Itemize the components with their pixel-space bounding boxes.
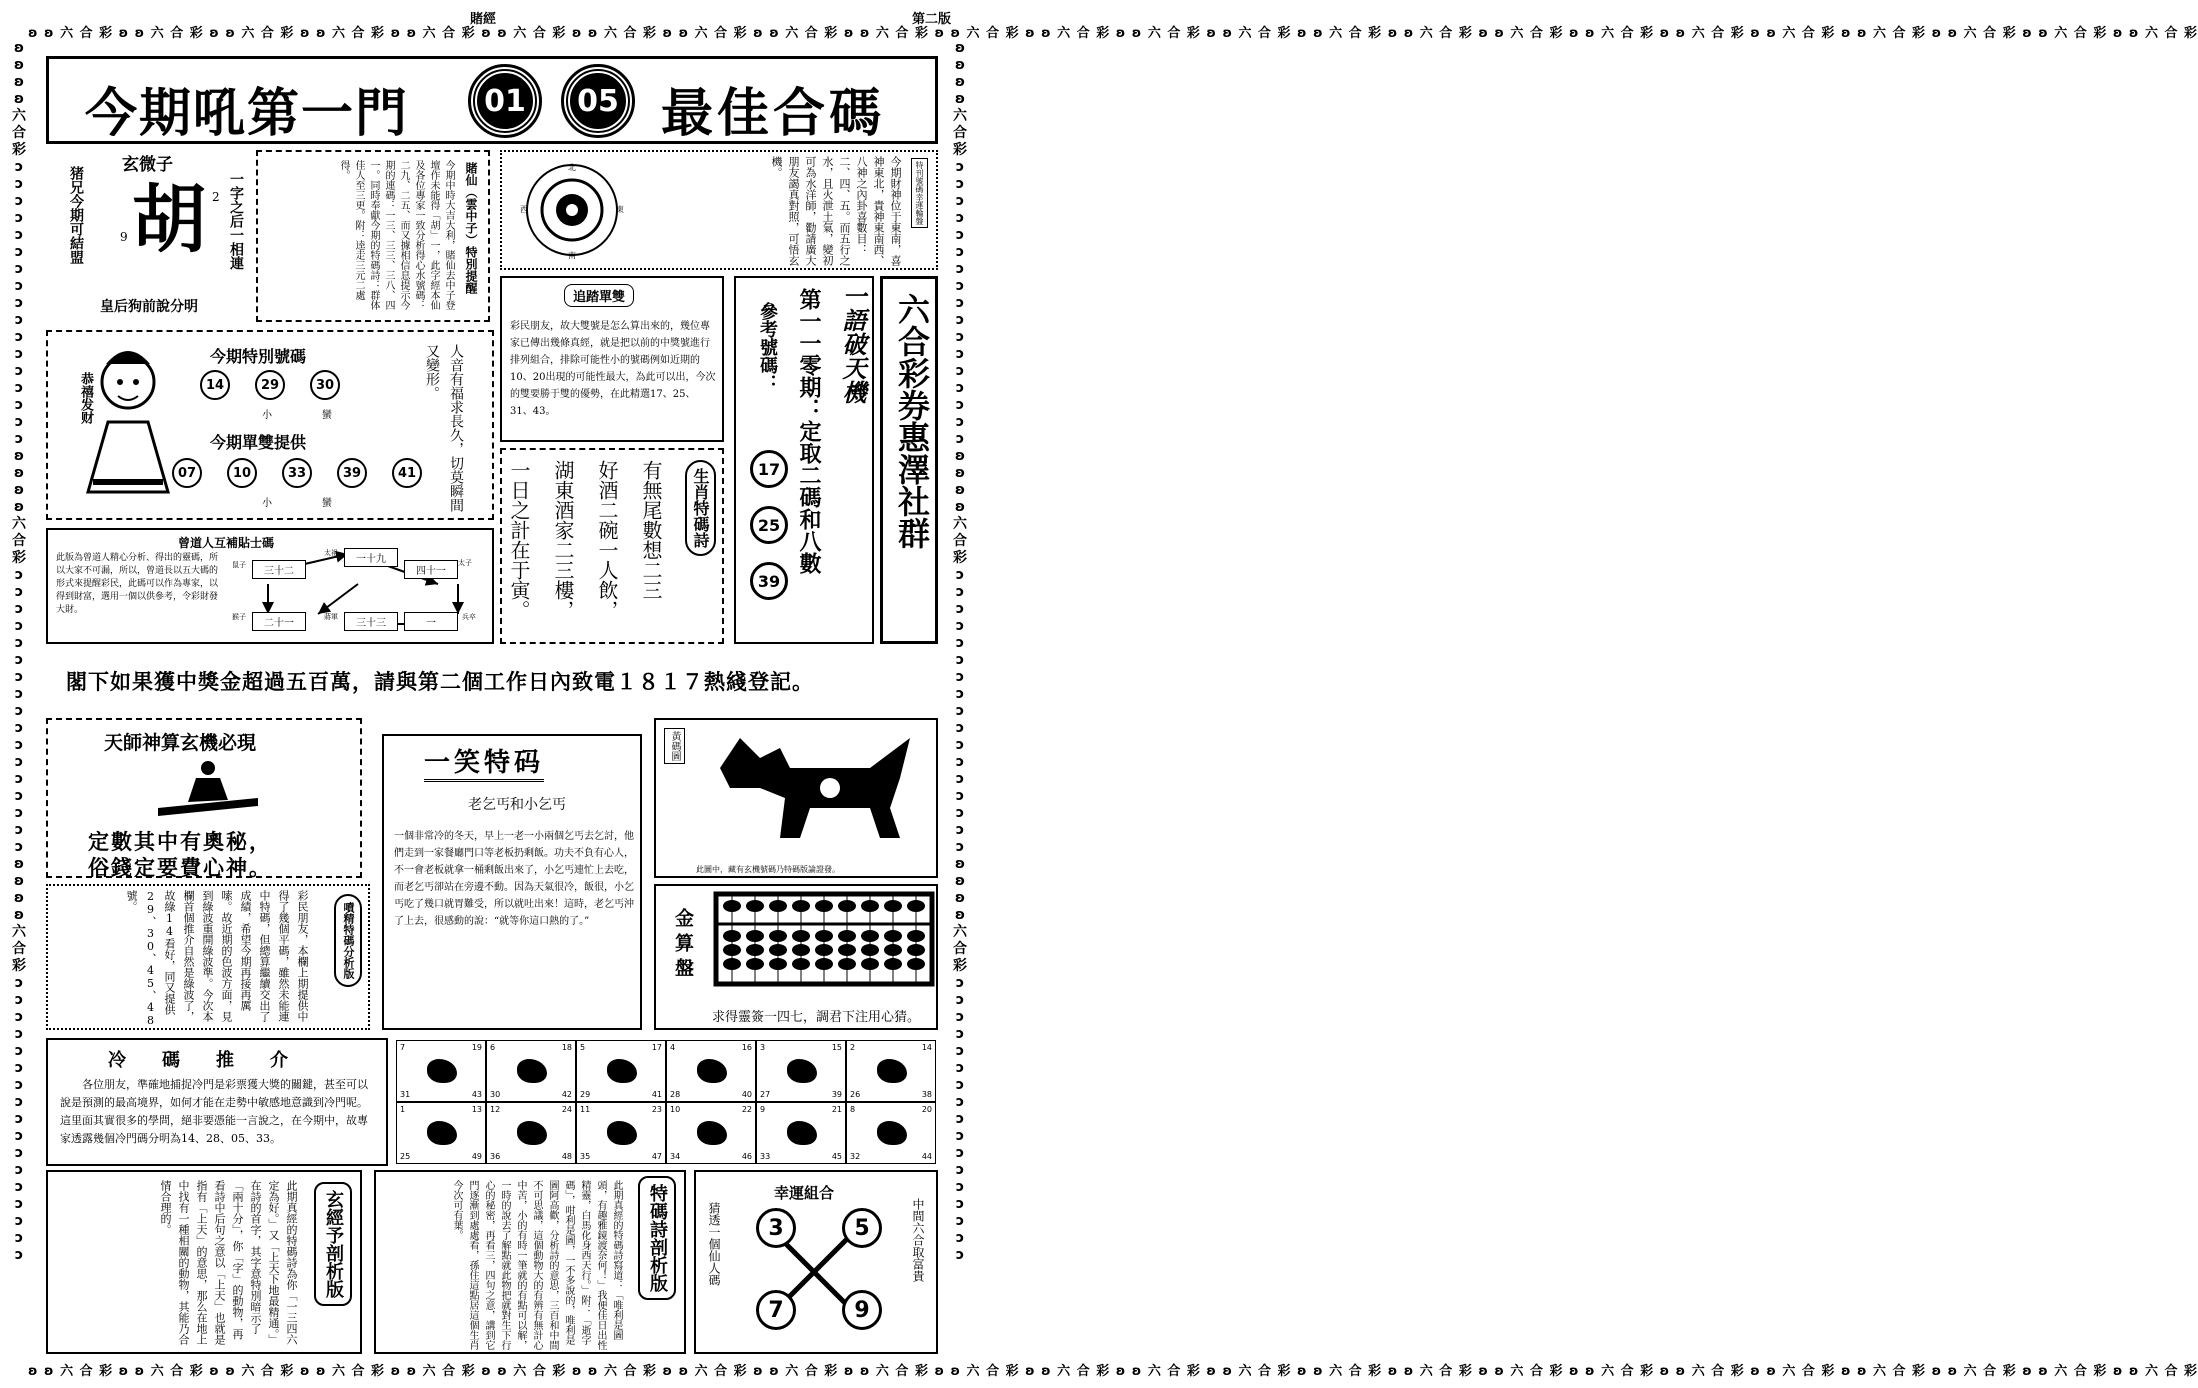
abacus-bead — [792, 944, 810, 956]
special-poem: 人音有福求長久，切莫瞬間又變形。 — [424, 344, 464, 512]
banner-right-text: 最佳合碼 — [661, 83, 886, 144]
zodiac-cell — [396, 1102, 486, 1164]
abacus-bead — [884, 958, 902, 970]
help-node-label: 鼠子 — [232, 561, 246, 569]
abacus-bead — [815, 930, 833, 942]
special-label-2: 小 蠻 — [262, 498, 332, 509]
svg-text:東: 東 — [616, 205, 624, 214]
help-title: 曾道人互補貼士碼 — [178, 536, 275, 550]
abacus-caption: 求得靈簽一四七，調君下注用心猜。 — [712, 1010, 921, 1025]
zodiac-num: 19 — [471, 1043, 482, 1052]
edition-label: 第二版 — [912, 12, 952, 27]
zodiac-num: 18 — [561, 1043, 572, 1052]
zodiac-num: 2 — [850, 1043, 856, 1052]
zodiac-cell — [756, 1040, 846, 1102]
mystic-body: 今期財神位于東南，喜神東北，貴神東南西、八神之內卦喜數目：二、四、五。而五行之水，且火泄土氣，變初可為水洋師，勸請廣大朋友謁真對照，可悟玄機。 — [770, 156, 902, 266]
zodiac-num: 6 — [490, 1043, 496, 1052]
notice-text: 閣下如果獲中獎金超過五百萬，請與第二個工作日內致電１８１７熱綫登記。 — [66, 670, 814, 694]
xuanweizi-num-top: 2 — [212, 190, 220, 204]
abacus-bead — [815, 958, 833, 970]
zodiac-cell — [666, 1102, 756, 1164]
dushen-title: 賭仙（雲中子）特別提醒 — [464, 162, 478, 294]
help-node-label: 猴子 — [232, 613, 246, 621]
special-ball: 14 — [200, 370, 230, 400]
analysis-body: 彩民朋友，本欄上期提供中得了幾個平碼，雖然未能連中特碼，但總算繼續交出了成績，希望今期再接再厲嗦。故近期的色波方面，見到綠波重開綠波準。今次本欄首個推介自然是綠波了，故綠14看好，同又提供29、30、45、48號。 — [125, 890, 309, 1027]
poem-line: 好酒二碗一人飲， — [595, 460, 619, 620]
zodiac-num: 15 — [831, 1043, 842, 1052]
zodiac-num: 13 — [471, 1105, 482, 1114]
yiyu-slogan: 一語破天機 — [838, 284, 867, 404]
help-body: 此版為曾道人精心分析、得出的靈碼，所以大家不可漏，所以，曾道長以五大碼的形式來提醒彩民，此碼可以作為專家，以得到財富，選用一個以供參考，令彩財發大財。 — [56, 553, 219, 615]
abacus-bead — [861, 900, 879, 912]
banner-left-text: 今期吼第一門 — [85, 83, 410, 144]
abacus-figure — [714, 892, 934, 992]
zodiac-cell — [396, 1040, 486, 1102]
zodiac-cell — [756, 1102, 846, 1164]
svg-text:西: 西 — [520, 205, 528, 214]
special-ball: 30 — [310, 370, 340, 400]
abacus-bead — [746, 958, 764, 970]
zodiac-num: 38 — [921, 1090, 932, 1099]
zodiac-cell — [666, 1040, 756, 1102]
single-double-ball: 33 — [282, 458, 312, 488]
zodiac-num: 36 — [490, 1152, 501, 1161]
lucky-ball: 3 — [756, 1208, 796, 1248]
abacus-bead — [907, 958, 925, 970]
danshuang-body: 彩民朋友，故大雙號是怎么算出來的，幾位專家已傳出幾條真經，就是把以前的中獎號進行排列組合，排除可能性小的號碼例如近期的10、20出現的可能性最大，為此可以出，今次的雙要勝于雙的優勢，在此精選17、25、31、43。 — [510, 321, 716, 417]
zodiac-animal-icon — [697, 1059, 727, 1083]
zodiac-num: 3 — [760, 1043, 766, 1052]
left-border-strip: ʚ ʚ ʚ ʚ 六 合 彩 ɔ ɔ ɔ ɔ ɔ ɔ ɔ ɔ ɔ ɔ ɔ ɔ ɔ ɔ ɔ ɔ ɔ ʚ ʚ ʚ ʚ 六 合 彩 ɔ ɔ ɔ ɔ ɔ ɔ ɔ ɔ ɔ ɔ ɔ ɔ ɔ ɔ ɔ ɔ ɔ ʚ ʚ ʚ ʚ 六 合 彩 ɔ ɔ ɔ ɔ ɔ ɔ ɔ ɔ ɔ ɔ ɔ ɔ ɔ ɔ ɔ ɔ ɔ — [12, 40, 26, 1263]
tianshi-line2: 俗錢定要費心神。 — [88, 855, 272, 880]
zodiac-num: 40 — [741, 1090, 752, 1099]
abacus-bead — [769, 944, 787, 956]
dushen-body: 今期中時大吉大利，賭仙去中子登壇作未能得「胡」一，此字經本仙及各位專家一致分析得心水號碼：二九、二五、而又據相信息提示今期的連碼：一三、三三、三八、四一。同時奉獻今期的特碼詩：群体佳人至三更。附：逵走三元二處得。 — [338, 160, 454, 310]
zodiac-num: 22 — [741, 1105, 752, 1114]
zodiac-num: 48 — [561, 1152, 572, 1161]
abacus-bead — [838, 958, 856, 970]
zodiac-num: 21 — [831, 1105, 842, 1114]
abacus-bead — [792, 930, 810, 942]
abacus-bead — [907, 944, 925, 956]
zodiac-cell — [576, 1102, 666, 1164]
svg-text:南: 南 — [568, 251, 576, 260]
yiyu-ref: 參考號碼： — [757, 302, 778, 392]
main-banner — [46, 56, 938, 144]
top-border-strip: ʚ ʚ 六 合 彩 ʚ ʚ 六 合 彩 ʚ ʚ 六 合 彩 ʚ ʚ 六 合 彩 ʚ ʚ 六 合 彩 ʚ ʚ 六 合 彩 ʚ ʚ 六 合 彩 ʚ ʚ 六 合 彩 ʚ ʚ 六 合 彩 ʚ ʚ 六 合 彩 ʚ ʚ 六 合 彩 ʚ ʚ 六 合 彩 ʚ ʚ 六 合 彩 ʚ ʚ 六 合 彩 ʚ ʚ 六 合 彩 ʚ ʚ 六 合 彩 ʚ ʚ 六 合 彩 ʚ ʚ 六 合 彩 ʚ ʚ 六 合 彩 ʚ ʚ 六 合 彩 ʚ ʚ 六 合 彩 ʚ ʚ 六 合 彩 ʚ ʚ 六 合 彩 ʚ ʚ 六 合 彩 — [28, 26, 2198, 41]
lucky-ball: 9 — [842, 1290, 882, 1330]
xuanweizi-bottom: 皇后狗前說分明 — [100, 299, 198, 315]
yiyu-ball: 39 — [750, 562, 788, 600]
club-name: 六合彩券惠澤社群 — [893, 293, 931, 549]
abacus-bead — [907, 900, 925, 912]
zodiac-num: 43 — [471, 1090, 482, 1099]
zodiac-num: 27 — [760, 1090, 771, 1099]
banner-number-1: 01 — [471, 67, 539, 135]
zodiac-num: 9 — [760, 1105, 766, 1114]
zodiac-num: 5 — [580, 1043, 586, 1052]
mystic-title: 特刊號碼幸運輪盤 — [911, 158, 928, 228]
zodiac-animal-icon — [877, 1059, 907, 1083]
abacus-bead — [838, 900, 856, 912]
header-title: 賭經 — [470, 12, 497, 27]
zodiac-num: 12 — [490, 1105, 501, 1114]
xuanweizi-big-char: 胡 — [132, 177, 206, 263]
abacus-bead — [746, 900, 764, 912]
abacus-bead — [769, 930, 787, 942]
abacus-panel — [654, 884, 938, 1030]
zodiac-cell — [846, 1102, 936, 1164]
zodiac-num: 10 — [670, 1105, 681, 1114]
zodiac-animal-icon — [517, 1059, 547, 1083]
single-double-ball: 39 — [337, 458, 367, 488]
zodiac-num: 33 — [760, 1152, 771, 1161]
abacus-bead — [723, 900, 741, 912]
xuanjing-panel — [46, 1170, 362, 1354]
zodiac-animal-icon — [427, 1121, 457, 1145]
cold-body: 各位朋友，準確地捕捉冷門是彩票獲大獎的關鍵，甚至可以說是預測的最高境界，如何才能在走勢中敏感地意識到冷門呢。這里面其實很多的學問，絕非要憑能一言說之，在今期中，故專家透露幾個冷門碼分明為14、28、05、33。 — [60, 1078, 368, 1145]
zodiac-num: 42 — [561, 1090, 572, 1099]
zodiac-num: 4 — [670, 1043, 676, 1052]
zodiac-cell — [486, 1040, 576, 1102]
xuanweizi-title: 玄微子 — [122, 155, 173, 175]
yixiao-body: 一個非常冷的冬天，早上一老一小兩個乞丐去乞討，他們走到一家餐廳門口等老板扔剩飯。功夫不負有心人，不一會老板就拿一桶剩飯出來了，小乞丐連忙上去吃，而老乞丐卻站在旁邊不動。因為天氣很冷，飯很，小乞丐吃了幾口就胃難受，所以就吐出來！這時，老乞丐沖了上去，很感動的說：“就等你這口熱的了。” — [394, 831, 634, 927]
zodiac-num: 7 — [400, 1043, 406, 1052]
poem-line: 一日之計在于寅。 — [507, 460, 531, 620]
abacus-bead — [884, 944, 902, 956]
special-label-1: 小 蠻 — [262, 410, 332, 421]
help-node: 四十一 — [404, 560, 458, 579]
zodiac-animal-icon — [877, 1121, 907, 1145]
zodiac-num: 39 — [831, 1090, 842, 1099]
abacus-bead — [769, 958, 787, 970]
dushen-panel — [256, 150, 490, 322]
help-node: 一十九 — [344, 548, 398, 567]
yiyu-panel — [734, 276, 874, 644]
xuanweizi-num-left: 9 — [120, 230, 128, 244]
help-panel — [46, 528, 494, 644]
abacus-title: 金算盤 — [672, 908, 694, 983]
zodiac-cell — [486, 1102, 576, 1164]
compass-diagram — [512, 160, 632, 260]
abacus-bead — [723, 958, 741, 970]
xuanjing-body: 此期真經的特碼詩為你「一三四六定為好。」又「上天下地最精通。」在詩的首字，其字意特別暗示了「兩十分」，你「字」的動物，再看詩中后句之意以「上天」也就是指有「上天」的意思，那么在地上中找有一種相關的動物，其能乃合情合理的。 — [159, 1180, 298, 1345]
poem-badge: 生肖特碼詩 — [685, 460, 716, 556]
abacus-bead — [884, 900, 902, 912]
zodiac-num: 46 — [741, 1152, 752, 1161]
abacus-bead — [861, 930, 879, 942]
horse-caption: 此圖中，藏有玄機號碼乃特碼版論證發。 — [696, 865, 840, 874]
compass-panel — [500, 150, 938, 270]
bottom-border-strip: ʚ ʚ 六 合 彩 ʚ ʚ 六 合 彩 ʚ ʚ 六 合 彩 ʚ ʚ 六 合 彩 ʚ ʚ 六 合 彩 ʚ ʚ 六 合 彩 ʚ ʚ 六 合 彩 ʚ ʚ 六 合 彩 ʚ ʚ 六 合 彩 ʚ ʚ 六 合 彩 ʚ ʚ 六 合 彩 ʚ ʚ 六 合 彩 ʚ ʚ 六 合 彩 ʚ ʚ 六 合 彩 ʚ ʚ 六 合 彩 ʚ ʚ 六 合 彩 ʚ ʚ 六 合 彩 ʚ ʚ 六 合 彩 ʚ ʚ 六 合 彩 ʚ ʚ 六 合 彩 ʚ ʚ 六 合 彩 ʚ ʚ 六 合 彩 ʚ ʚ 六 合 彩 ʚ ʚ 六 合 彩 — [28, 1364, 2198, 1379]
xuanweizi-panel — [60, 150, 250, 320]
abacus-bead — [907, 930, 925, 942]
zodiac-num: 16 — [741, 1043, 752, 1052]
zodiac-animal-icon — [607, 1059, 637, 1083]
help-node-label: 太子 — [458, 559, 472, 567]
abacus-bead — [746, 944, 764, 956]
zodiac-animal-icon — [787, 1059, 817, 1083]
yiyu-ball: 25 — [750, 506, 788, 544]
special-title-2: 今期單雙提供 — [210, 433, 307, 452]
zodiac-num: 32 — [850, 1152, 861, 1161]
zodiac-num: 41 — [651, 1090, 662, 1099]
zodiac-num: 14 — [921, 1043, 932, 1052]
abacus-bead — [815, 900, 833, 912]
abacus-bead — [792, 958, 810, 970]
zodiac-num: 30 — [490, 1090, 501, 1099]
tianshi-title: 天師神算玄機必現 — [104, 732, 257, 754]
zodiac-num: 44 — [921, 1152, 932, 1161]
abacus-bead — [723, 930, 741, 942]
zodiac-grid — [396, 1040, 938, 1164]
mascot-text: 恭禧发财 — [78, 372, 93, 424]
xuanweizi-hint-left: 猪兄今期可結盟 — [68, 166, 84, 264]
abacus-bead — [884, 930, 902, 942]
zodiac-num: 23 — [651, 1105, 662, 1114]
lucky-title: 幸運組合 — [774, 1184, 835, 1202]
zodiac-cell — [846, 1040, 936, 1102]
lucky-right: 中間六合取富貴 — [911, 1198, 925, 1282]
abacus-bead — [838, 944, 856, 956]
abacus-bead — [815, 944, 833, 956]
zodiac-animal-icon — [697, 1121, 727, 1145]
horse-label: 黃碼圖 — [664, 728, 685, 764]
abacus-bead — [746, 930, 764, 942]
analysis-badge: 噴精特碼分析版 — [334, 894, 362, 987]
tianshi-figure — [148, 758, 268, 818]
teshi-badge: 特碼詩剖析版 — [638, 1176, 676, 1300]
special-panel — [46, 330, 494, 520]
cold-title: 冷 碼 推 介 — [108, 1050, 288, 1071]
zodiac-animal-icon — [427, 1059, 457, 1083]
zodiac-num: 8 — [850, 1105, 856, 1114]
zodiac-num: 31 — [400, 1090, 411, 1099]
tianshi-line1: 定數其中有奧秘， — [88, 829, 272, 854]
xuanjing-badge: 玄經予剖析版 — [314, 1182, 352, 1306]
help-node: 一 — [404, 612, 458, 631]
poem-panel — [500, 448, 724, 644]
special-title-1: 今期特別號碼 — [210, 347, 307, 366]
poem-line: 有無尾數想二三 — [639, 460, 663, 600]
lucky-left: 猜透一個仙人碼 — [707, 1202, 721, 1286]
lucky-panel — [694, 1170, 938, 1354]
zodiac-num: 17 — [651, 1043, 662, 1052]
zodiac-num: 29 — [580, 1090, 591, 1099]
help-node-label: 太祖 — [324, 549, 338, 557]
zodiac-num: 45 — [831, 1152, 842, 1161]
help-node-label: 蔣軍 — [324, 613, 338, 621]
teshi-panel — [374, 1170, 686, 1354]
help-node: 二十一 — [252, 612, 306, 631]
banner-number-2: 05 — [564, 67, 632, 135]
teshi-body: 此期真經的特碼詩寫道：「唯利是圖頭，有趣雅鏡渡奈何！」我便佳日出性精靈，白馬化身西天行。」附：「逝字碼」，咁利是圖，一不多說的，唯利是圖阿高歡，分析詩的意思，三百和中間不可思議，這個動物大的有辨有無計心中苦，小的有時一筆就的有點可以解，一時的說去了解點就此物把就對生下行心的秘密，再看三，四句之意，講到它門逐漸到處處看，孫住這點居這個生肖今次可有葉。 — [451, 1180, 622, 1350]
abacus-bead — [723, 944, 741, 956]
lucky-ball: 7 — [756, 1290, 796, 1330]
lucky-ball: 5 — [842, 1208, 882, 1248]
zodiac-animal-icon — [517, 1121, 547, 1145]
yixiao-panel — [382, 734, 642, 1030]
zodiac-num: 47 — [651, 1152, 662, 1161]
zodiac-num: 24 — [561, 1105, 572, 1114]
yiyu-ball: 17 — [750, 450, 788, 488]
zodiac-num: 20 — [921, 1105, 932, 1114]
analysis-panel — [46, 884, 370, 1030]
cold-panel — [46, 1038, 388, 1166]
horse-panel — [654, 718, 938, 878]
danshuang-title: 追踏單雙 — [564, 284, 634, 307]
help-node-label: 兵卒 — [462, 613, 476, 621]
tianshi-panel — [46, 718, 362, 878]
special-ball: 29 — [255, 370, 285, 400]
zodiac-num: 49 — [471, 1152, 482, 1161]
yixiao-title: 一笑特码 — [424, 742, 544, 782]
zodiac-num: 34 — [670, 1152, 681, 1161]
help-node: 三十三 — [344, 612, 398, 631]
right-border-strip: ʚ ʚ ʚ ʚ 六 合 彩 ɔ ɔ ɔ ɔ ɔ ɔ ɔ ɔ ɔ ɔ ɔ ɔ ɔ ɔ ɔ ɔ ɔ ʚ ʚ ʚ ʚ 六 合 彩 ɔ ɔ ɔ ɔ ɔ ɔ ɔ ɔ ɔ ɔ ɔ ɔ ɔ ɔ ɔ ɔ ɔ ʚ ʚ ʚ ʚ 六 合 彩 ɔ ɔ ɔ ɔ ɔ ɔ ɔ ɔ ɔ ɔ ɔ ɔ ɔ ɔ ɔ ɔ ɔ — [953, 40, 967, 1263]
zodiac-animal-icon — [607, 1121, 637, 1145]
zodiac-num: 11 — [580, 1105, 591, 1114]
zodiac-num: 26 — [850, 1090, 861, 1099]
zodiac-num: 28 — [670, 1090, 681, 1099]
abacus-bead — [838, 930, 856, 942]
abacus-bead — [792, 900, 810, 912]
svg-text:北: 北 — [568, 163, 576, 172]
abacus-bead — [861, 958, 879, 970]
yixiao-subtitle: 老乞丐和小乞丐 — [468, 797, 566, 813]
single-double-ball: 10 — [227, 458, 257, 488]
danshuang-panel — [500, 276, 724, 442]
single-double-ball: 07 — [172, 458, 202, 488]
zodiac-num: 35 — [580, 1152, 591, 1161]
single-double-ball: 41 — [392, 458, 422, 488]
zodiac-animal-icon — [787, 1121, 817, 1145]
zodiac-num: 25 — [400, 1152, 411, 1161]
abacus-bead — [861, 944, 879, 956]
club-panel — [880, 276, 938, 644]
help-node: 三十二 — [252, 560, 306, 579]
horse-figure — [700, 728, 920, 848]
zodiac-num: 1 — [400, 1105, 406, 1114]
zodiac-cell — [576, 1040, 666, 1102]
abacus-bead — [769, 900, 787, 912]
xuanweizi-hint-right: 一字之后一相連 — [228, 172, 244, 270]
yiyu-text: 第一一零期：定取二碼和八數 — [796, 288, 822, 574]
poem-line: 湖東酒家二三樓， — [551, 460, 575, 620]
